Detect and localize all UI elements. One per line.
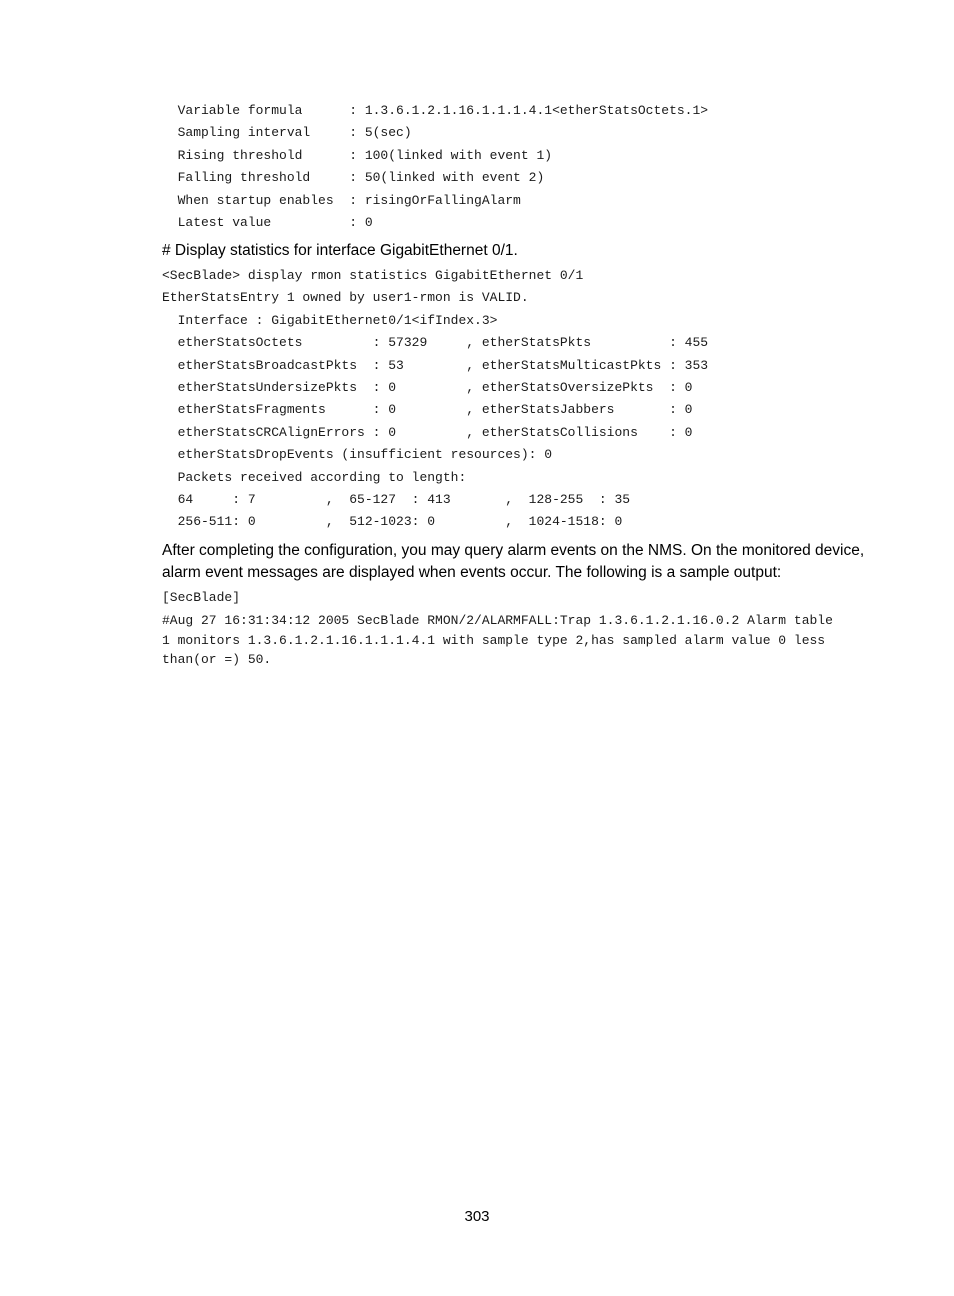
- secblade-prompt: [SecBlade]: [162, 590, 241, 605]
- page-number: 303: [464, 1208, 490, 1225]
- after-configuration-paragraph: After completing the configuration, you may query alarm events on the NMS. On the monitored device, alarm event messages are displayed when events occur. The following is a sample output:: [162, 542, 865, 581]
- alarm-trap-output-block: #Aug 27 16:31:34:12 2005 SecBlade RMON/2/ALARMFALL:Trap 1.3.6.1.2.1.16.0.2 Alarm table 1 monitors 1.3.6.1.2.1.16.1.1.1.4.1 with sample type 2,has sampled alarm value 0 less than(or =) 50.: [162, 613, 833, 667]
- rmon-alarm-output-block: Variable formula : 1.3.6.1.2.1.16.1.1.1.4.1<etherStatsOctets.1> Sampling interval : 5(sec) Rising threshold : 100(linked with event 1) Falling threshold : 50(linked with event 2) When startup enables : risingOrFallingAlarm Latest value : 0: [177, 103, 709, 231]
- display-statistics-instruction: # Display statistics for interface GigabitEthernet 0/1.: [162, 242, 518, 259]
- rmon-statistics-output-block: <SecBlade> display rmon statistics GigabitEthernet 0/1 EtherStatsEntry 1 owned by user1-rmon is VALID. Interface : GigabitEthernet0/1<ifIndex.3> etherStatsOctets : 57329 , etherStatsPkts : 455 etherStatsBroadcastPkts : 53 , etherStatsMulticastPkts : 353 etherStatsUndersizePkts : 0 , etherStatsOversizePkts : 0 etherStatsFragments : 0 , etherStatsJabbers : 0 etherStatsCRCAlignErrors : 0 , etherStatsCollisions : 0 etherStatsDropEvents (insufficient resources): 0 Packets received according to length: 64 : 7 , 65-127 : 413 , 128-255 : 35 256-511: 0 , 512-1023: 0 , 1024-1518: 0: [162, 268, 709, 530]
